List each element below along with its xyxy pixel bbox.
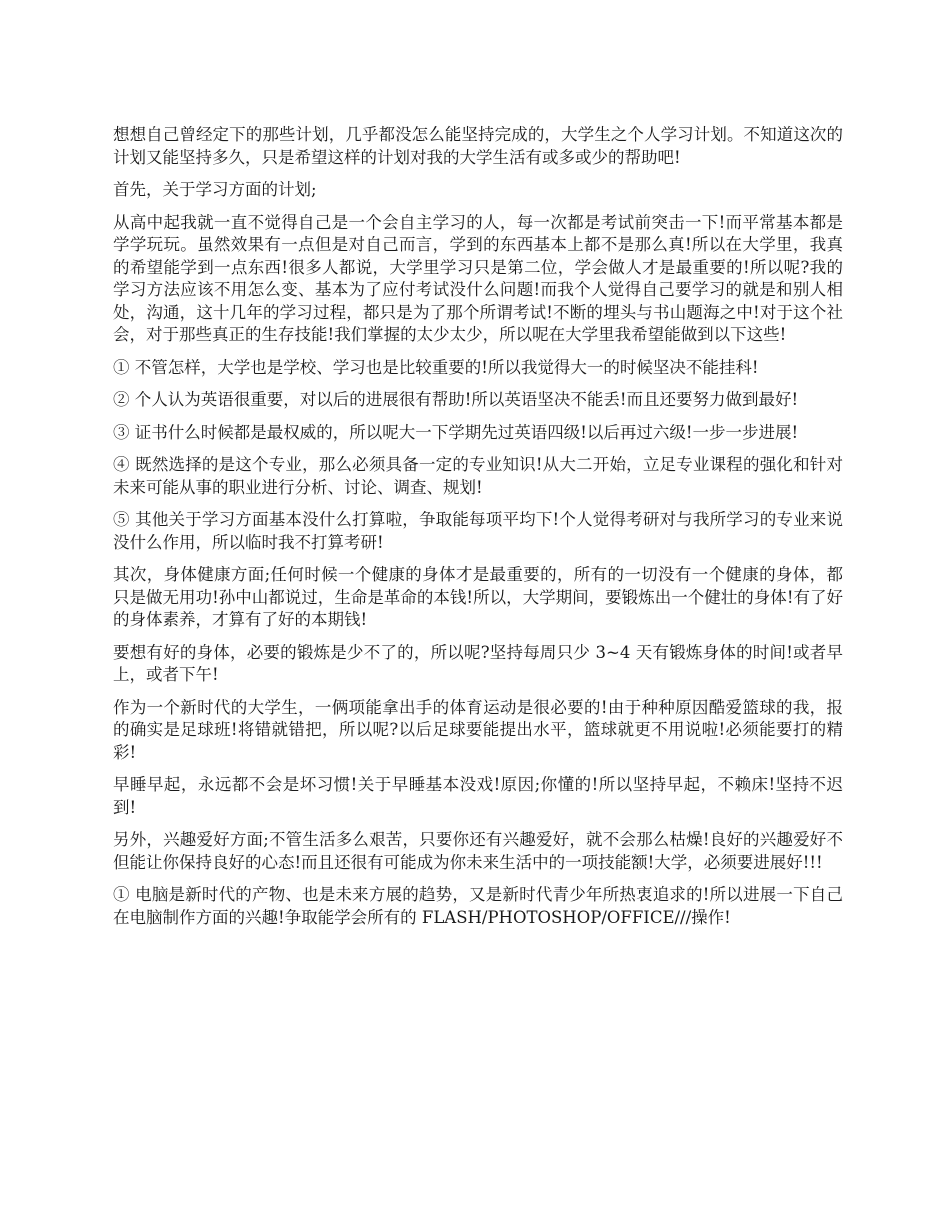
- study-item-2: ② 个人认为英语很重要，对以后的进展很有帮助!所以英语坚决不能丢!而且还要努力做到最好!: [113, 390, 799, 409]
- hobbies-paragraph: 另外，兴趣爱好方面;不管生活多么艰苦，只要你还有兴趣爱好，就不会那么枯燥!良好的兴趣爱好不但能让你保持良好的心态!而且还很有可能成为你未来生活中的一项技能额!大学，必须要进展好!!!: [113, 830, 843, 872]
- study-item-4: ④ 既然选择的是这个专业，那么必须具备一定的专业知识!从大二开始，立足专业课程的强化和针对未来可能从事的职业进行分析、讨论、调查、规划!: [113, 455, 843, 497]
- document-body: [113, 124, 843, 939]
- study-item-3: ③ 证书什么时候都是最权威的，所以呢大一下学期先过英语四级!以后再过六级!一步一步进展!: [113, 422, 799, 442]
- sports-paragraph: 作为一个新时代的大学生，一俩项能拿出手的体育运动是很必要的!由于种种原因酷爱篮球的我，报的确实是足球班!将错就错把，所以呢?以后足球要能提出水平，篮球就更不用说啦!必须能要打的精彩!: [113, 697, 843, 762]
- section-heading-study: 首先，关于学习方面的计划;: [113, 180, 317, 199]
- study-item-1: ① 不管怎样，大学也是学校、学习也是比较重要的!所以我觉得大一的时候坚决不能挂科!: [113, 357, 759, 377]
- intro-paragraph: 想想自己曾经定下的那些计划，几乎都没怎么能坚持完成的，大学生之个人学习计划。不知道这次的计划又能坚持多久，只是希望这样的计划对我的大学生活有或多或少的帮助吧!: [113, 125, 843, 167]
- health-paragraph: 其次，身体健康方面;任何时候一个健康的身体才是最重要的，所有的一切没有一个健康的身体，都只是做无用功!孙中山都说过，生命是革命的本钱!所以，大学期间，要锻炼出一个健壮的身体!有了好的身体素养，才算有了好的本期钱!: [113, 565, 843, 629]
- sleep-paragraph: 早睡早起，永远都不会是坏习惯!关于早睡基本没戏!原因;你懂的!所以坚持早起，不赖床!坚持不迟到!: [113, 775, 843, 817]
- study-background-paragraph: 从高中起我就一直不觉得自己是一个会自主学习的人，每一次都是考试前突击一下!而平常基本都是学学玩玩。虽然效果有一点但是对自己而言，学到的东西基本上都不是那么真!所以在大学里，我真的希望能学到一点东西!很多人都说，大学里学习只是第二位，学会做人才是最重要的!所以呢?我的学习方法应该不用怎么变、基本为了应付考试没什么问题!而我个人觉得自己要学习的就是和别人相处，沟通，这十几年的学习过程，都只是为了那个所谓考试!不断的埋头与书山题海之中!对于这个社会，对于那些真正的生存技能!我们掌握的太少太少，所以呢在大学里我希望能做到以下这些!: [113, 212, 843, 344]
- exercise-paragraph: 要想有好的身体，必要的锻炼是少不了的，所以呢?坚持每周只少 3~4 天有锻炼身体的时间!或者早上，或者下午!: [113, 642, 843, 684]
- study-item-5: ⑤ 其他关于学习方面基本没什么打算啦，争取能每项平均下!个人觉得考研对与我所学习的专业来说没什么作用，所以临时我不打算考研!: [113, 510, 843, 552]
- hobby-item-1: ① 电脑是新时代的产物、也是未来方展的趋势，又是新时代青少年所热衷追求的!所以进展一下自己在电脑制作方面的兴趣!争取能学会所有的 FLASH/PHOTOSHOP/OFFICE///操作!: [113, 885, 843, 927]
